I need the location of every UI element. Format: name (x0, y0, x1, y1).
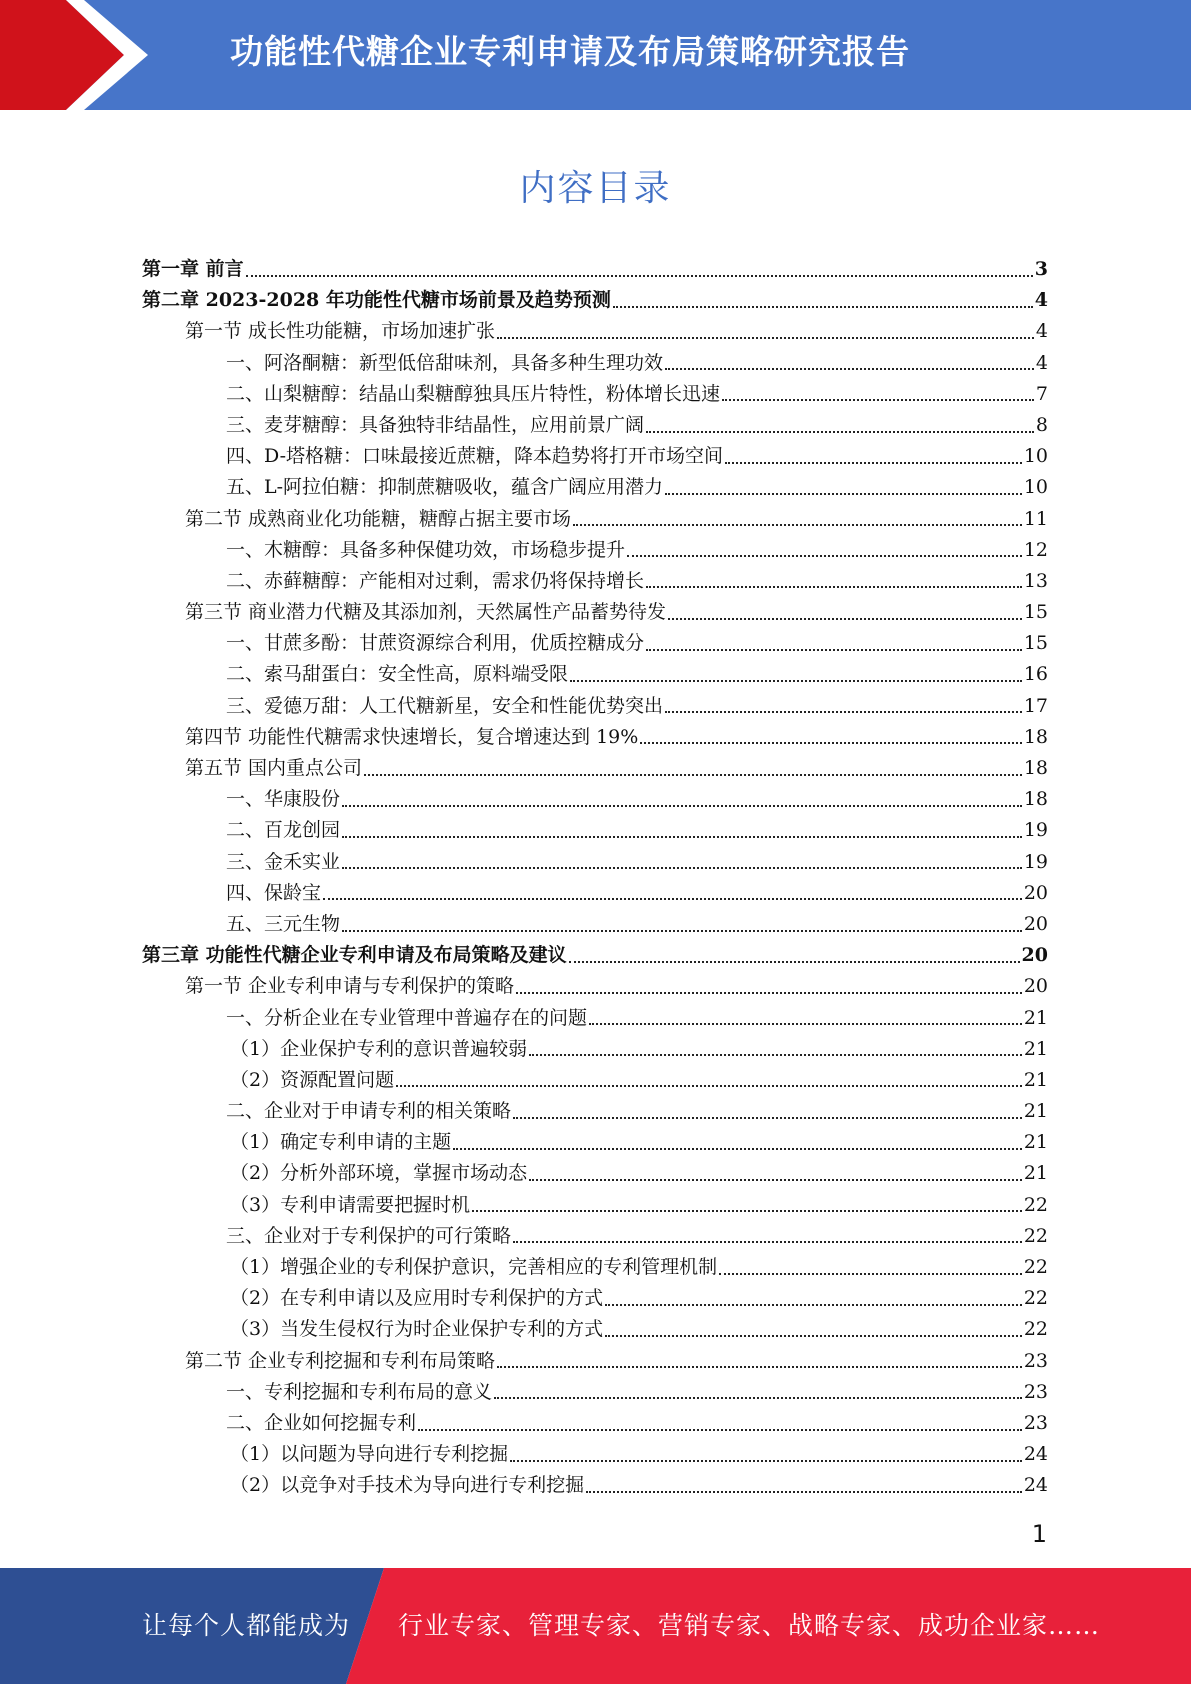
toc-entry-title: 一、专利挖掘和专利布局的意义 (226, 1380, 493, 1403)
toc-entry[interactable] (142, 441, 1048, 472)
toc-entry-title: 二、赤藓糖醇：产能相对过剩，需求仍将保持增长 (226, 569, 645, 592)
toc-entry-title: 第二节 企业专利挖掘和专利布局策略 (185, 1349, 496, 1372)
toc-dot-leader (640, 742, 1022, 744)
toc-entry-page: 19 (1023, 850, 1048, 873)
toc-dot-leader (719, 1273, 1022, 1275)
report-title: 功能性代糖企业专利申请及布局策略研究报告 (230, 32, 910, 71)
toc-entry[interactable] (142, 1439, 1048, 1470)
toc-entry[interactable] (142, 1314, 1048, 1345)
toc-dot-leader (725, 462, 1022, 464)
toc-entry-title: 四、保龄宝 (226, 881, 322, 904)
toc-entry[interactable] (142, 1470, 1048, 1501)
toc-entry-title: （2）以竞争对手技术为导向进行专利挖掘 (230, 1474, 585, 1497)
toc-entry[interactable] (142, 878, 1048, 909)
toc-entry-page: 20 (1021, 944, 1048, 967)
toc-dot-leader (513, 1241, 1022, 1243)
toc-entry-title: （3）当发生侵权行为时企业保护专利的方式 (230, 1318, 604, 1341)
toc-entry-title: 一、木糖醇：具备多种保健功效，市场稳步提升 (226, 538, 626, 561)
toc-entry-title: 第三节 商业潜力代糖及其添加剂，天然属性产品蓄势待发 (185, 601, 667, 624)
toc-entry-page: 4 (1035, 320, 1048, 343)
toc-entry[interactable] (142, 410, 1048, 441)
toc-entry-page: 18 (1023, 757, 1048, 779)
toc-entry-page: 10 (1023, 476, 1048, 499)
toc-entry-title: （1）确定专利申请的主题 (230, 1131, 452, 1154)
toc-entry[interactable] (142, 909, 1048, 940)
toc-dot-leader (396, 1085, 1022, 1087)
toc-entry-title: （1）企业保护专利的意识普遍较弱 (230, 1037, 528, 1060)
toc-entry[interactable] (142, 535, 1048, 566)
toc-entry-page: 22 (1023, 1193, 1048, 1216)
toc-dot-leader (342, 930, 1022, 932)
toc-entry[interactable] (142, 254, 1048, 285)
toc-entry-title: 第一节 企业专利申请与专利保护的策略 (185, 975, 515, 998)
toc-entry-page: 21 (1023, 1006, 1048, 1029)
toc-entry-page: 21 (1023, 1162, 1048, 1185)
toc-entry-title: （3）专利申请需要把握时机 (230, 1193, 471, 1216)
toc-entry-page: 4 (1035, 351, 1048, 374)
toc-entry-title: 一、分析企业在专业管理中普遍存在的问题 (226, 1006, 588, 1029)
toc-entry[interactable] (142, 815, 1048, 846)
toc-entry-page: 23 (1023, 1411, 1048, 1434)
toc-entry-page: 24 (1023, 1443, 1048, 1466)
toc-entry[interactable] (142, 379, 1048, 410)
toc-dot-leader (364, 774, 1022, 776)
toc-entry-title: 一、阿洛酮糖：新型低倍甜味剂，具备多种生理功效 (226, 351, 664, 374)
toc-entry[interactable] (142, 1221, 1048, 1252)
toc-entry[interactable] (142, 1346, 1048, 1377)
toc-entry-page: 3 (1034, 258, 1048, 280)
toc-entry-page: 21 (1023, 1037, 1048, 1060)
table-of-contents (142, 254, 1048, 1502)
toc-entry-page: 11 (1023, 507, 1048, 530)
toc-entry[interactable] (142, 1190, 1048, 1221)
page-number: 1 (1031, 1520, 1047, 1548)
toc-dot-leader (513, 1117, 1022, 1119)
toc-entry[interactable] (142, 504, 1048, 535)
toc-entry[interactable] (142, 1408, 1048, 1439)
toc-entry[interactable] (142, 1377, 1048, 1408)
toc-dot-leader (665, 711, 1022, 713)
toc-entry[interactable] (142, 597, 1048, 628)
toc-entry[interactable] (142, 1065, 1048, 1096)
toc-entry-page: 23 (1023, 1380, 1048, 1403)
toc-dot-leader (646, 649, 1022, 651)
toc-dot-leader (323, 898, 1022, 900)
toc-entry-title: 四、D-塔格糖：口味最接近蔗糖，降本趋势将打开市场空间 (226, 445, 724, 468)
toc-entry-title: （2）在专利申请以及应用时专利保护的方式 (230, 1287, 604, 1310)
toc-dot-leader (569, 961, 1020, 963)
toc-entry-page: 22 (1023, 1224, 1048, 1247)
toc-entry-page: 20 (1023, 975, 1048, 998)
toc-entry-page: 22 (1023, 1287, 1048, 1310)
toc-entry-title: 一、甘蔗多酚：甘蔗资源综合利用，优质控糖成分 (226, 632, 645, 655)
toc-dot-leader (497, 337, 1034, 339)
toc-entry-title: 三、企业对于专利保护的可行策略 (226, 1224, 512, 1247)
toc-dot-leader (246, 275, 1033, 277)
toc-heading: 内容目录 (519, 168, 672, 209)
toc-dot-leader (646, 431, 1034, 433)
page-header (0, 0, 1191, 110)
toc-entry-title: 第一章 前言 (142, 258, 244, 280)
toc-dot-leader (497, 1366, 1022, 1368)
toc-dot-leader (586, 1491, 1022, 1493)
toc-entry[interactable] (142, 472, 1048, 503)
toc-entry-title: 五、三元生物 (226, 912, 341, 935)
toc-entry[interactable] (142, 753, 1048, 784)
toc-entry-title: 二、百龙创园 (226, 819, 341, 842)
toc-entry[interactable] (142, 566, 1048, 597)
toc-dot-leader (668, 618, 1022, 620)
toc-entry[interactable] (142, 1096, 1048, 1127)
toc-entry-title: 第五节 国内重点公司 (185, 757, 363, 779)
toc-dot-leader (342, 836, 1022, 838)
toc-entry[interactable] (142, 1034, 1048, 1065)
toc-dot-leader (627, 555, 1022, 557)
toc-entry[interactable] (142, 940, 1048, 971)
toc-entry-page: 24 (1023, 1474, 1048, 1497)
footer-slogan-left: 让每个人都能成为 (142, 1611, 351, 1640)
toc-entry-title: 二、索马甜蛋白：安全性高，原料端受限 (226, 663, 569, 686)
toc-entry-page: 23 (1023, 1349, 1048, 1372)
toc-entry-page: 22 (1023, 1318, 1048, 1341)
toc-dot-leader (342, 805, 1022, 807)
toc-entry-page: 19 (1023, 819, 1048, 842)
toc-entry-page: 8 (1035, 413, 1048, 436)
toc-entry-page: 16 (1023, 663, 1048, 686)
toc-entry[interactable] (142, 1158, 1048, 1189)
toc-entry-title: 二、山梨糖醇：结晶山梨糖醇独具压片特性，粉体增长迅速 (226, 382, 721, 405)
toc-entry-page: 17 (1023, 694, 1048, 717)
toc-entry[interactable] (142, 971, 1048, 1002)
toc-entry-page: 13 (1023, 569, 1048, 592)
toc-entry-page: 21 (1023, 1068, 1048, 1091)
footer-slogan-right: 行业专家、管理专家、营销专家、战略专家、成功企业家…… (398, 1611, 1101, 1640)
toc-entry-page: 10 (1023, 445, 1048, 468)
toc-dot-leader (665, 493, 1022, 495)
toc-dot-leader (529, 1179, 1022, 1181)
toc-dot-leader (722, 399, 1034, 401)
toc-entry[interactable] (142, 316, 1048, 347)
toc-dot-leader (570, 680, 1022, 682)
toc-entry-page: 21 (1023, 1100, 1048, 1123)
toc-dot-leader (605, 1304, 1022, 1306)
toc-entry-title: 五、L-阿拉伯糖：抑制蔗糖吸收，蕴含广阔应用潜力 (226, 476, 664, 499)
toc-entry-page: 4 (1034, 289, 1048, 312)
toc-dot-leader (613, 306, 1033, 308)
toc-entry[interactable] (142, 285, 1048, 316)
toc-dot-leader (453, 1148, 1022, 1150)
toc-entry-title: （2）分析外部环境，掌握市场动态 (230, 1162, 528, 1185)
toc-dot-leader (516, 992, 1022, 994)
toc-entry-title: 三、麦芽糖醇：具备独特非结晶性，应用前景广阔 (226, 413, 645, 436)
toc-entry-title: 第二章 2023-2028 年功能性代糖市场前景及趋势预测 (142, 289, 611, 312)
toc-entry-page: 7 (1035, 382, 1048, 405)
toc-entry[interactable] (142, 847, 1048, 878)
toc-entry-page: 22 (1023, 1256, 1048, 1278)
toc-entry-title: 三、爱德万甜：人工代糖新星，安全和性能优势突出 (226, 694, 664, 717)
toc-entry-page: 15 (1023, 632, 1048, 655)
toc-entry[interactable] (142, 691, 1048, 722)
toc-entry[interactable] (142, 659, 1048, 690)
toc-entry-page: 21 (1023, 1131, 1048, 1154)
toc-entry-title: 二、企业对于申请专利的相关策略 (226, 1100, 512, 1123)
toc-entry-title: 二、企业如何挖掘专利 (226, 1411, 417, 1434)
toc-entry-title: 第一节 成长性功能糖，市场加速扩张 (185, 320, 496, 343)
toc-dot-leader (573, 524, 1022, 526)
toc-entry-page: 15 (1023, 601, 1048, 624)
toc-dot-leader (589, 1023, 1022, 1025)
toc-entry[interactable] (142, 784, 1048, 815)
toc-entry-page: 18 (1023, 788, 1048, 811)
toc-entry[interactable] (142, 722, 1048, 753)
page-footer (0, 1568, 1191, 1684)
toc-entry-page: 20 (1023, 912, 1048, 935)
toc-entry-page: 12 (1023, 538, 1048, 561)
toc-dot-leader (418, 1429, 1022, 1431)
toc-entry[interactable] (142, 1127, 1048, 1158)
toc-dot-leader (342, 867, 1022, 869)
toc-entry-title: （1）以问题为导向进行专利挖掘 (230, 1443, 509, 1466)
toc-entry[interactable] (142, 628, 1048, 659)
toc-entry[interactable] (142, 1283, 1048, 1314)
toc-dot-leader (510, 1460, 1022, 1462)
toc-entry-title: 第二节 成熟商业化功能糖，糖醇占据主要市场 (185, 507, 572, 530)
toc-entry-title: 三、金禾实业 (226, 850, 341, 873)
toc-entry-title: 一、华康股份 (226, 788, 341, 811)
toc-entry-title: （2）资源配置问题 (230, 1068, 395, 1091)
toc-entry-page: 20 (1023, 881, 1048, 904)
toc-dot-leader (494, 1397, 1022, 1399)
toc-dot-leader (646, 586, 1022, 588)
toc-entry-page: 18 (1023, 725, 1048, 748)
toc-dot-leader (472, 1210, 1022, 1212)
toc-dot-leader (529, 1054, 1022, 1056)
toc-dot-leader (665, 368, 1034, 370)
toc-entry[interactable] (142, 348, 1048, 379)
toc-entry-title: 第四节 功能性代糖需求快速增长，复合增速达到 19% (185, 725, 639, 748)
toc-dot-leader (605, 1335, 1022, 1337)
toc-entry[interactable] (142, 1252, 1048, 1283)
toc-entry-title: （1）增强企业的专利保护意识，完善相应的专利管理机制 (230, 1256, 718, 1278)
toc-entry[interactable] (142, 1003, 1048, 1034)
toc-entry-title: 第三章 功能性代糖企业专利申请及布局策略及建议 (142, 944, 567, 967)
